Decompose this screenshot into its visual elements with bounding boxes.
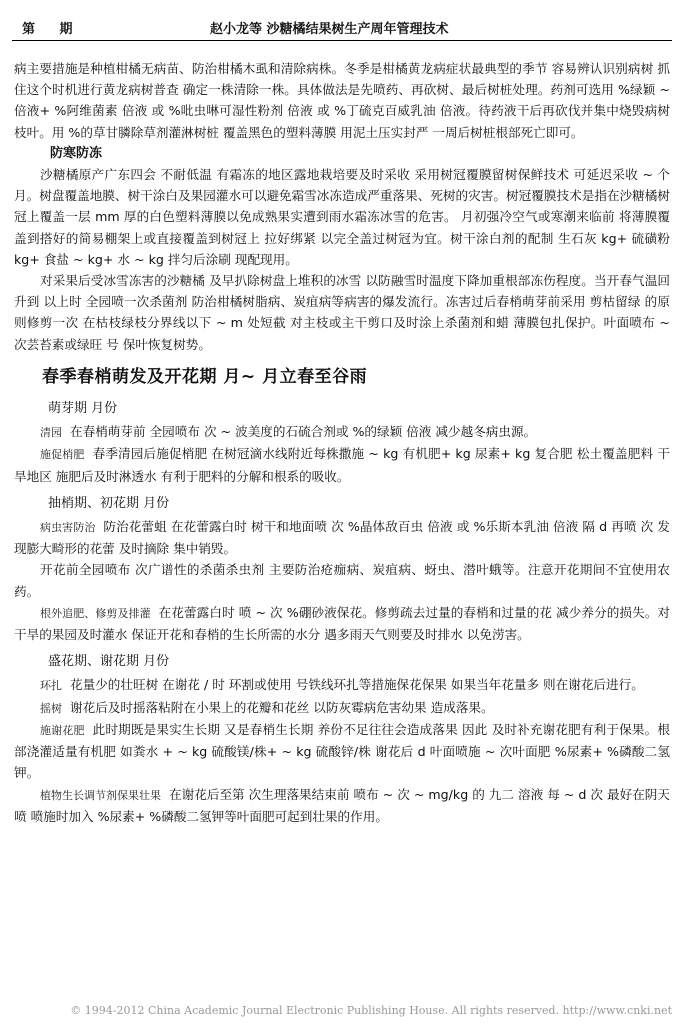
list-item [14, 784, 670, 827]
list-item [14, 516, 670, 559]
header-rule [12, 40, 672, 41]
item-tag: 病虫害防治 [40, 521, 96, 535]
copyright-watermark: © 1994-2012 China Academic Journal Electronic Publishing House. All rights reserved. http://www.cnki.net [70, 1004, 672, 1017]
item-text: 在谢花后至第 次生理落果结束前 喷布 ~ 次 ~ mg/kg 的 九二 溶液 每 ~ d 次 最好在阴天喷 喷施时加入 %尿素+ %磷酸二氢钾等叶面肥可起到壮果的作用。 [14, 786, 670, 824]
item-tag: 施谢花肥 [40, 723, 85, 737]
item-tag: 根外追肥、修剪及排灌 [40, 606, 151, 620]
list-item [14, 719, 670, 784]
item-tag: 清园 [40, 426, 62, 440]
item-tag: 植物生长调节剂保果壮果 [40, 788, 162, 802]
list-item [14, 697, 670, 719]
item-text: 在花蕾露白时 喷 ~ 次 %硼砂液保花。修剪疏去过量的春梢和过量的花 减少养分的损失。对干旱的果园及时灌水 保证开花和春梢的生长所需的水分 遇多雨天气则要及时排水 以免涝害。 [14, 604, 670, 643]
section-heading-spring: 春季春梢萌发及开花期 月~ 月立春至谷雨 [42, 366, 368, 387]
item-tag: 摇树 [40, 701, 62, 715]
item-text: 此时期既是果实生长期 又是春梢生长期 养份不足往往会造成落果 因此 及时补充谢花肥有利于保果。根部浇灌适量有机肥 如粪水 + ~ kg 硫酸镁/株+ ~ kg 硫酸锌/株 谢花后 d 叶面喷施 ~ 次叶面肥 %尿素+ %磷酸二氢钾。 [14, 721, 671, 781]
item-text: 春季清园后施促梢肥 在树冠滴水线附近每株撒施 ~ kg 有机肥+ kg 尿素+ kg 复合肥 松土覆盖肥料 干旱地区 施肥后及时淋透水 有利于肥料的分解和根系的吸收。 [14, 446, 670, 484]
paragraph: 对采果后受冰雪冻害的沙糖橘 及早扒除树盘上堆积的冰雪 以防融雪时温度下降加重根部冻伤程度。当开春气温回升到 以上时 全园喷一次杀菌剂 防治柑橘树脂病、炭疽病等病害的爆发流行。冻害过后春梢萌芽前采用 剪枯留绿 的原则修剪一次 在枯枝绿枝分界线以下 ~ m 处短截 对主枝或主干剪口及时涂上杀菌剂和蜡 薄膜包扎保护。叶面喷布 ~ 次芸苔素或绿旺 号 保叶恢复树势。 [14, 273, 670, 352]
item-text: 谢花后及时摇落粘附在小果上的花瓣和花丝 以防灰霉病危害幼果 造成落果。 [70, 699, 494, 715]
item-text: 花量少的壮旺树 在谢花 / 时 环割或使用 号铁线环扎等措施保花保果 如果当年花量多 则在谢花后进行。 [70, 677, 644, 693]
item-text: 在春梢萌芽前 全园喷布 次 ~ 波美度的石硫合剂或 %的绿颖 倍液 减少越冬病虫源。 [70, 424, 537, 440]
item-tag: 环扎 [40, 679, 62, 693]
list-item [14, 421, 670, 443]
item-tag: 施促梢肥 [40, 448, 85, 462]
item-text: 防治花蕾蛆 在花蕾露白时 树干和地面喷 次 %晶体敌百虫 倍液 或 %乐斯本乳油 倍液 隔 d 再喷 次 发现膨大畸形的花蕾 及时摘除 集中销毁。 [14, 519, 671, 557]
paragraph: 病主要措施是种植柑橘无病苗、防治柑橘木虱和清除病株。冬季是柑橘黄龙病症状最典型的季节 容易辨认识别病树 抓住这个时机进行黄龙病树普查 确定一株清除一株。具体做法是先喷药、再砍树、最后树桩处理。药剂可选用 %绿颖 ~ 倍液+ %阿维菌素 倍液 或 %吡虫啉可湿性粉剂 倍液 或 %丁硫克百威乳油 倍液。待药液干后再砍伐并集中烧毁病树枝叶。用 %的草甘膦除草剂灌淋树桩 覆盖黑色的塑料薄膜 用泥土压实封严 一周后树桩根部死亡即可。 [14, 61, 670, 140]
running-header [12, 18, 672, 36]
list-item [14, 559, 670, 601]
subsection-heading-cold: 防寒防冻 [50, 145, 103, 161]
paragraph: 沙糖橘原产广东四会 不耐低温 有霜冻的地区露地栽培要及时采收 采用树冠覆膜留树保鲜技术 可延迟采收 ~ 个月。树盘覆盖地膜、树干涂白及果园灌水可以避免霜雪冰冻造成严重落果、死树的灾害。树冠覆膜技术是指在沙糖橘树冠上覆盖一层 mm 厚的白色塑料薄膜以免成熟果实遭到雨水霜冻冰雪的危害。 月初强冷空气或寒潮来临前 将薄膜覆盖到搭好的简易棚架上或直接覆盖到树冠上 拉好绑紧 以完全盖过树冠为宜。树干涂白剂的配制 生石灰 kg+ 硫磺粉 kg+ 食盐 ~ kg+ 水 ~ kg 拌匀后涂刷 现配现用。 [14, 167, 670, 267]
article-body [14, 58, 670, 827]
issue-label: 第 期 [22, 22, 83, 37]
item-text: 开花前全园喷布 次广谱性的杀菌杀虫剂 主要防治疮痂病、炭疽病、蚜虫、潜叶蛾等。注意开花期间不宜使用农药。 [14, 562, 670, 599]
list-item [14, 443, 670, 486]
subheading-bloom: 盛花期、谢花期 月份 [48, 654, 170, 670]
subheading-sprouting: 萌芽期 月份 [48, 401, 118, 417]
list-item [14, 602, 670, 645]
article-header-title: 赵小龙等 沙糖橘结果树生产周年管理技术 [210, 22, 449, 37]
list-item [14, 674, 670, 696]
subheading-shooting: 抽梢期、初花期 月份 [48, 495, 170, 511]
